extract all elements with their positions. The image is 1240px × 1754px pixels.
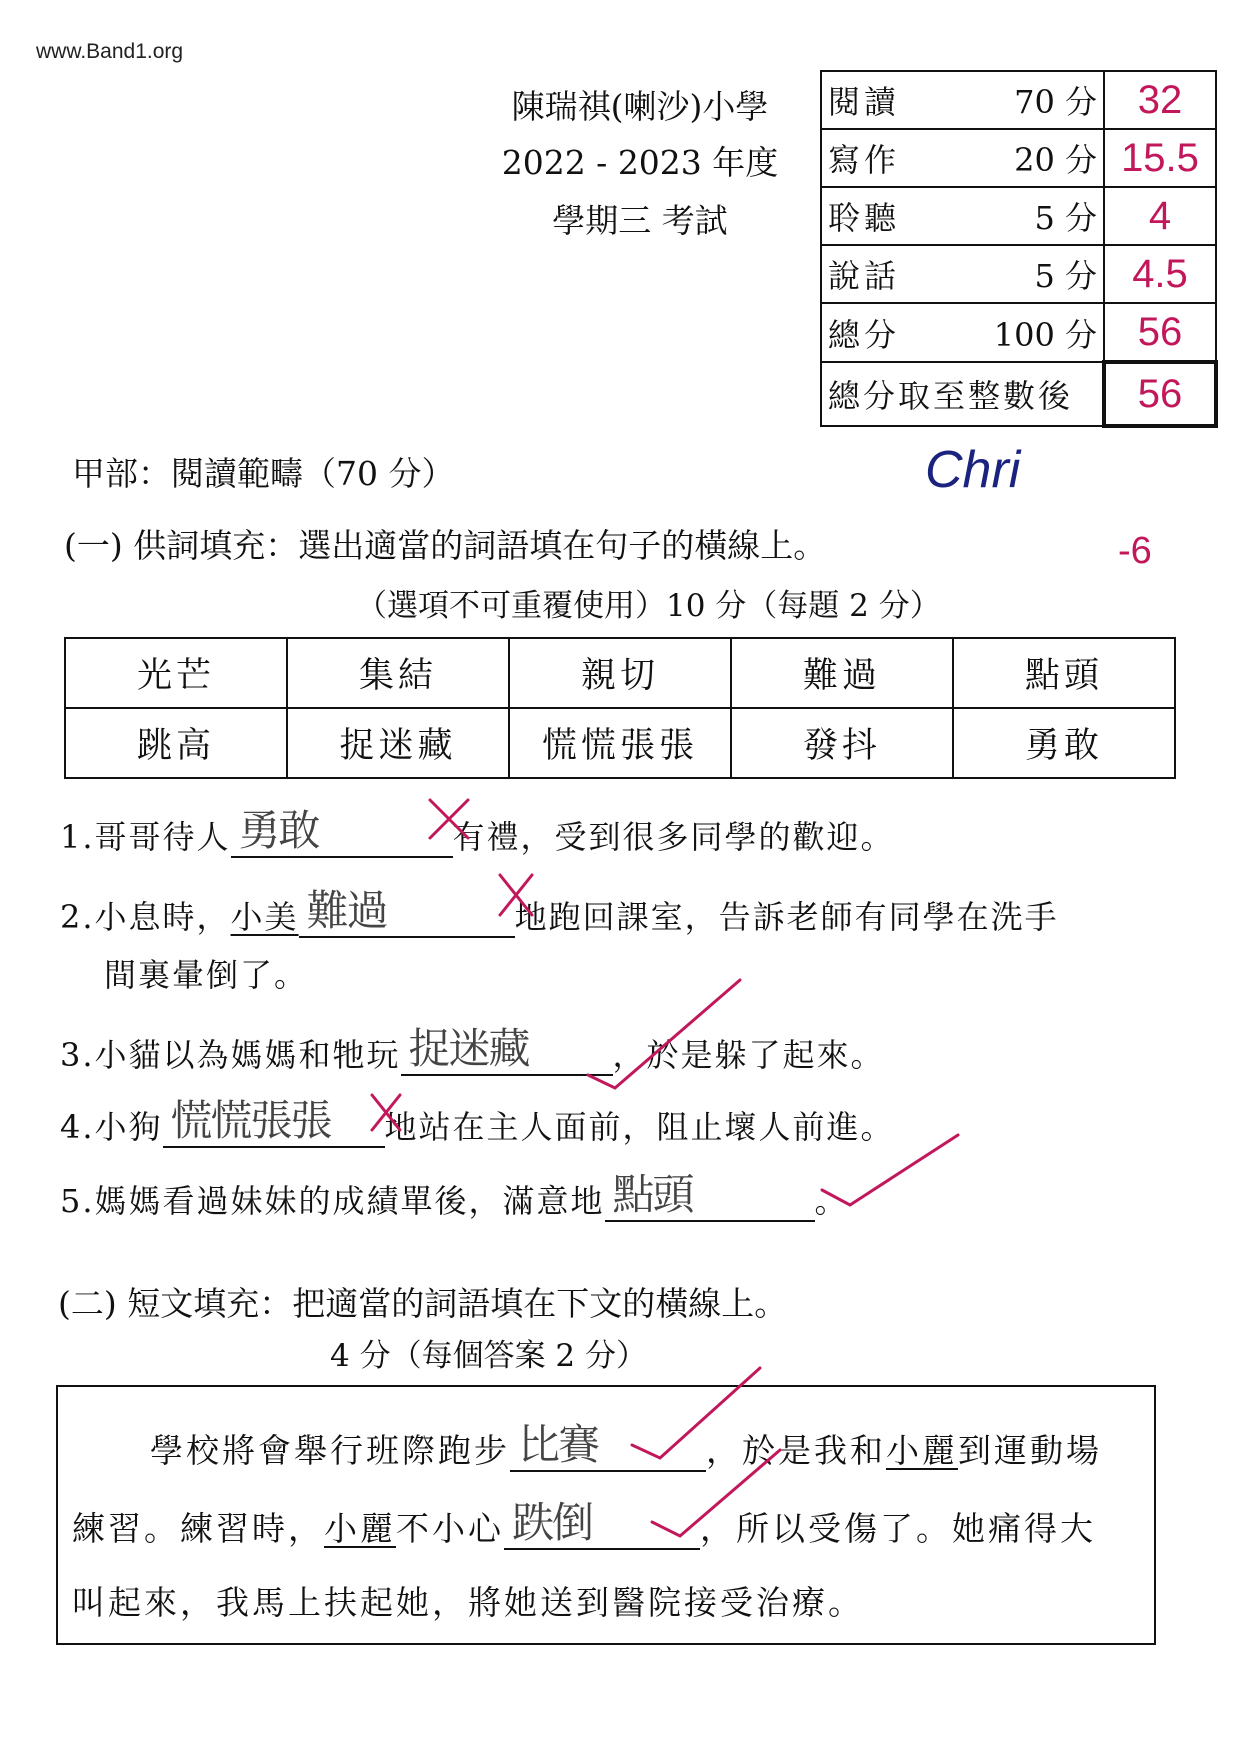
question-2-continued: 間裏暈倒了。 — [104, 956, 309, 994]
question-number: 4. — [60, 1108, 95, 1146]
score-name: 說話 — [828, 257, 901, 295]
word-bank-cell: 親切 — [509, 638, 731, 708]
part2-note: 4 分（每個答案 2 分） — [330, 1338, 648, 1374]
word-bank-cell: 捉迷藏 — [287, 708, 509, 778]
tick-mark-icon — [632, 1368, 760, 1458]
question-text: 地站在主人面前，阻止壞人前進。 — [384, 1108, 895, 1146]
tick-mark-icon — [822, 1135, 958, 1205]
question-number: 2. — [60, 898, 95, 936]
question-text: 小狗 — [94, 1108, 163, 1146]
question-text: 小貓以為媽媽和牠玩 — [94, 1036, 401, 1074]
question-number: 5. — [60, 1182, 95, 1220]
question-text: ，於是躲了起來。 — [612, 1036, 885, 1074]
word-bank-cell: 光芒 — [65, 638, 287, 708]
watermark: www.Band1.org — [36, 40, 184, 63]
passage-text: 練習。練習時， — [72, 1509, 324, 1548]
question-text: 哥哥待人 — [94, 818, 231, 856]
handwritten-answer: 點頭 — [612, 1170, 693, 1219]
handwritten-answer: 跌倒 — [512, 1498, 593, 1547]
school-name: 陳瑞祺(喇沙)小學 — [511, 87, 769, 126]
score-mark: 56 — [1104, 303, 1216, 362]
word-bank-cell: 勇敢 — [953, 708, 1175, 778]
passage-text: 不小心 — [396, 1509, 504, 1548]
passage-text: 學校將會舉行班際跑步 — [150, 1431, 510, 1470]
word-bank-cell: 點頭 — [953, 638, 1175, 708]
passage-text: 到運動場 — [958, 1431, 1102, 1470]
question-text: 小息時， — [94, 898, 231, 936]
question-text: 媽媽看過妹妹的成績單後，滿意地 — [94, 1182, 605, 1220]
handwritten-answer: 勇敢 — [238, 806, 319, 855]
passage-name: 小麗 — [324, 1509, 396, 1548]
question-number: 1. — [60, 818, 95, 856]
word-bank-cell: 難過 — [731, 638, 953, 708]
score-mark: 4 — [1104, 187, 1216, 245]
score-mark: 4.5 — [1104, 245, 1216, 303]
question-name: 小美 — [230, 898, 299, 936]
section-a-title: 甲部：閱讀範疇（70 分） — [72, 454, 455, 493]
handwritten-answer: 比賽 — [518, 1420, 599, 1469]
word-bank-cell: 集結 — [287, 638, 509, 708]
final-score-mark: 56 — [1104, 362, 1216, 426]
score-points: 70 分 — [1014, 83, 1097, 121]
word-bank-cell: 發抖 — [731, 708, 953, 778]
teacher-signature: Chri — [925, 441, 1021, 499]
word-bank-cell: 慌慌張張 — [509, 708, 731, 778]
passage-line-3: 叫起來，我馬上扶起她，將她送到醫院接受治療。 — [72, 1583, 864, 1622]
question-text: 有禮，受到很多同學的歡迎。 — [452, 818, 895, 856]
part1-title: (一) 供詞填充：選出適當的詞語填在句子的橫線上。 — [64, 526, 827, 565]
question-number: 3. — [60, 1036, 95, 1074]
part1-note: （選項不可重覆使用）10 分（每題 2 分） — [356, 588, 941, 624]
score-name: 總分 — [828, 315, 901, 354]
cross-mark-icon — [430, 800, 468, 838]
score-points: 100 分 — [993, 315, 1097, 354]
score-points: 5 分 — [1034, 257, 1097, 295]
school-year: 2022 - 2023 年度 — [501, 143, 779, 182]
score-name: 聆聽 — [828, 199, 901, 237]
score-name: 總分取至整數後 — [828, 377, 1074, 415]
part2-title: (二) 短文填充：把適當的詞語填在下文的橫線上。 — [58, 1284, 788, 1323]
handwritten-answer: 捉迷藏 — [408, 1024, 529, 1073]
word-bank-cell: 跳高 — [65, 708, 287, 778]
score-mark: 15.5 — [1104, 129, 1216, 187]
score-points: 20 分 — [1014, 141, 1097, 179]
score-mark: 32 — [1104, 71, 1216, 129]
cross-mark-icon — [500, 875, 532, 915]
handwritten-answer: 難過 — [306, 886, 387, 935]
passage-text: ，所以受傷了。她痛得大 — [700, 1509, 1096, 1548]
passage-name: 小麗 — [886, 1431, 958, 1470]
tick-mark-icon — [652, 1450, 780, 1536]
deduction-mark: -6 — [1118, 530, 1152, 572]
score-points: 5 分 — [1034, 199, 1097, 237]
question-text: 。 — [814, 1182, 849, 1220]
cross-mark-icon — [372, 1095, 400, 1130]
passage-text: ，於是我和 — [706, 1431, 886, 1470]
handwritten-answer: 慌慌張張 — [170, 1096, 331, 1145]
tick-mark-icon — [588, 980, 740, 1088]
score-name: 寫作 — [828, 141, 901, 179]
question-text: 地跑回課室，告訴老師有同學在洗手 — [514, 898, 1059, 936]
score-name: 閱讀 — [828, 83, 901, 121]
exam-title: 學期三 考試 — [552, 201, 728, 240]
